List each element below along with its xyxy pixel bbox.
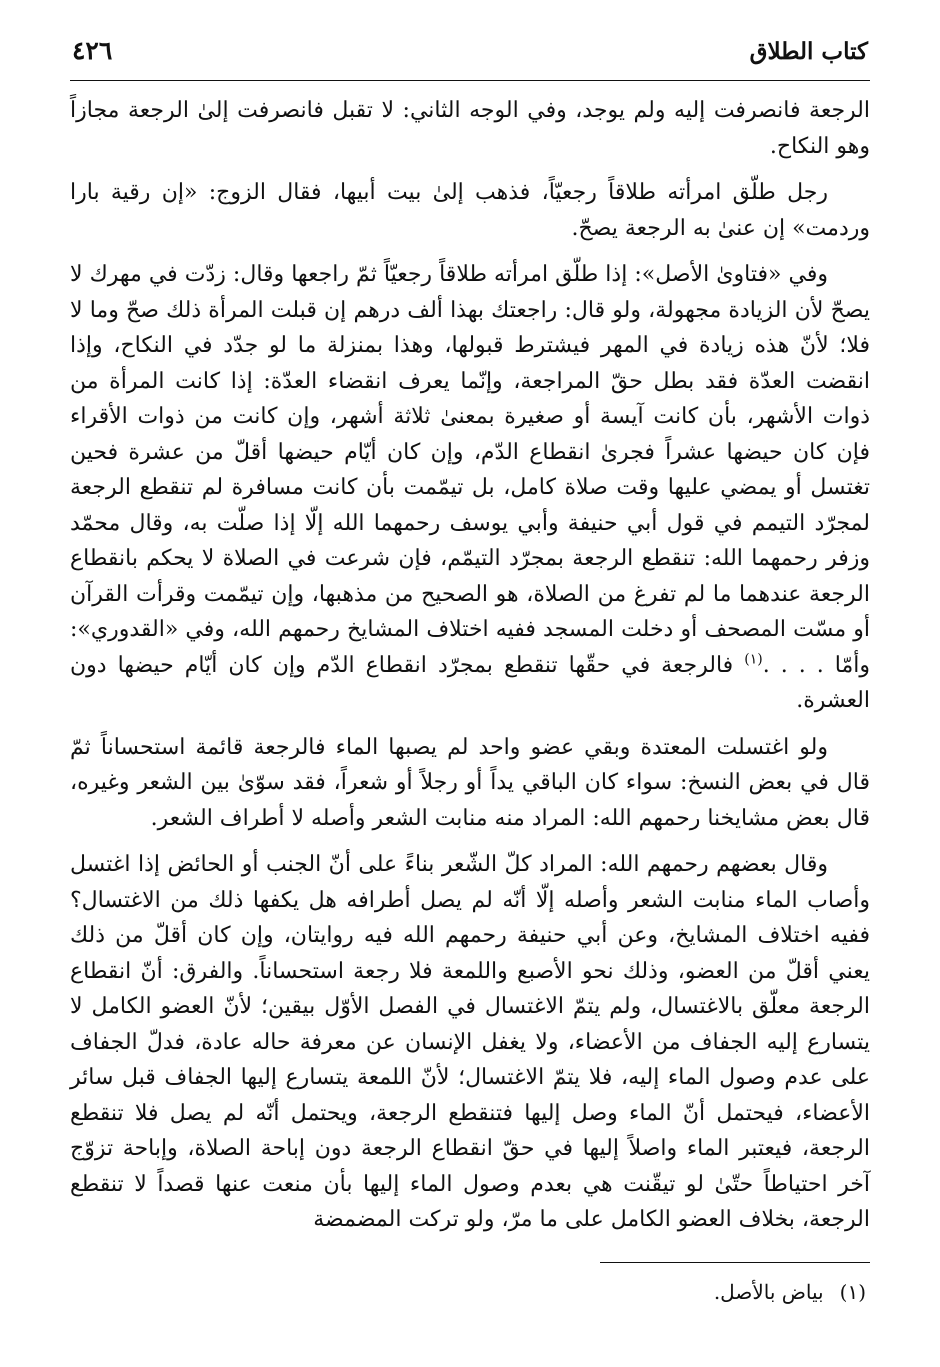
page-number: ٤٢٦ [72,36,113,65]
paragraph-2: رجل طلّق امرأته طلاقاً رجعيّاً، فذهب إلىٰ بيت أبيها، فقال الزوج: «إن رقية بارا وردمت» إن عنىٰ به الرجعة يصحّ. [70,180,870,241]
page-header [70,36,870,81]
paragraph-3-text-a: وفي «فتاوىٰ الأصل»: إذا طلّق امرأته طلاقاً رجعيّاً ثمّ راجعها وقال: زدّت في مهرك لا يصحّ لأن الزيادة مجهولة، ولو قال: راجعتك بهذا ألف درهم إن قبلت المرأة ذلك صحّ وما لا فلا؛ لأنّ هذه زيادة في المهر فيشترط قبولها، وهذا بمنزلة ما لو جدّد في النكاح، وإذا انقضت العدّة فقد بطل حقّ المراجعة، وإنّما يعرف انقضاء العدّة: إذا كانت المرأة من ذوات الأشهر، بأن كانت آيسة أو صغيرة بمعنىٰ ثلاثة أشهر، وإن كانت من ذوات الأقراء فإن كان حيضها عشراً فجرىٰ انقطاع الدّم، وإن كان أيّام حيضها أقلّ من عشرة فحين تغتسل أو يمضي عليها وقت صلاة كامل، بل تيمّمت بأن كانت مسافرة لم تنقطع الرجعة لمجرّد التيمم في قول أبي حنيفة وأبي يوسف رحمهما الله إلّا إذا صلّت به، وقال محمّد وزفر رحمهما الله: تنقطع الرجعة بمجرّد التيمّم، فإن شرعت في الصلاة لا يحكم بانقطاع الرجعة عندهما ما لم تفرغ من الصلاة، هو الصحيح من مذهبها، وإن تيمّمت وقرأت القرآن أو مسّت المصحف أو دخلت المسجد ففيه اختلاف المشايخ رحمهم الله، وفي «القدوري»: وأمّا . . . . [70,262,870,678]
paragraph-3-text-b: فالرجعة في حقّها تنقطع بمجرّد انقطاع الدّم وإن كان أيّام حيضها دون العشرة. [70,652,870,713]
footnote-reference: (١) [744,651,763,668]
paragraph-3 [70,257,870,719]
paragraph-5: وقال بعضهم رحمهم الله: المراد كلّ الشّعر بناءً على أنّ الجنب أو الحائض إذا اغتسل وأصاب الماء منابت الشعر وأصله إلّا أنّه لم يصل أطرافه هل يكفها ذلك من الاغتسال؟ ففيه اختلاف المشايخ، وعن أبي حنيفة رحمهم الله فيه روايتان، وإن كان أقلّ من ذلك يعني أقلّ من العضو، وذلك نحو الأصبع واللمعة فلا رجعة استحساناً. والفرق: أنّ انقطاع الرجعة معلّق بالاغتسال، ولم يتمّ الاغتسال في الفصل الأوّل بيقين؛ لأنّ العضو الكامل لا يتسارع إليه الجفاف من الأعضاء، ولا يغفل الإنسان عن معرفة حاله عادة، فدلّ الجفاف على عدم وصول الماء إليه، فلا يتمّ الاغتسال؛ لأنّ اللمعة يتسارع إليها الجفاف قبل سائر الأعضاء، فيحتمل أنّ الماء وصل إليها فتنقطع الرجعة، ويحتمل أنّه لم يصل فلا تنقطع الرجعة، فيعتبر الماء واصلاً إليها في حقّ انقطاع الرجعة دون إباحة الصلاة، وإباحة تزوّج آخر احتياطاً حتّىٰ لو تيقّنت هي بعدم وصول الماء إليها بأن منعت عنها قصداً لا تنقطع الرجعة، بخلاف العضو الكامل على ما مرّ، ولو تركت المضمضة [70,852,870,1232]
footnote-divider [600,1262,870,1263]
book-page [70,36,870,1304]
footnote [714,1280,866,1304]
footnote-text: بياض بالأصل. [713,1280,824,1304]
paragraph-4: ولو اغتسلت المعتدة وبقي عضو واحد لم يصبها الماء فالرجعة قائمة استحساناً ثمّ قال في بعض النسخ: سواء كان الباقي يداً أو رجلاً أو شعراً، فقد سوّىٰ بين الشعر وغيره، قال بعض مشايخنا رحمهم الله: المراد منه منابت الشعر وأصله لا أطراف الشعر. [70,734,870,831]
footnote-number: (١) [839,1280,866,1304]
book-title: كتاب الطلاق [749,38,868,65]
body-text [70,93,870,1238]
paragraph-1: الرجعة فانصرفت إليه ولم يوجد، وفي الوجه الثاني: لا تقبل فانصرفت إلىٰ الرجعة مجازاً وهو النكاح. [70,98,870,159]
